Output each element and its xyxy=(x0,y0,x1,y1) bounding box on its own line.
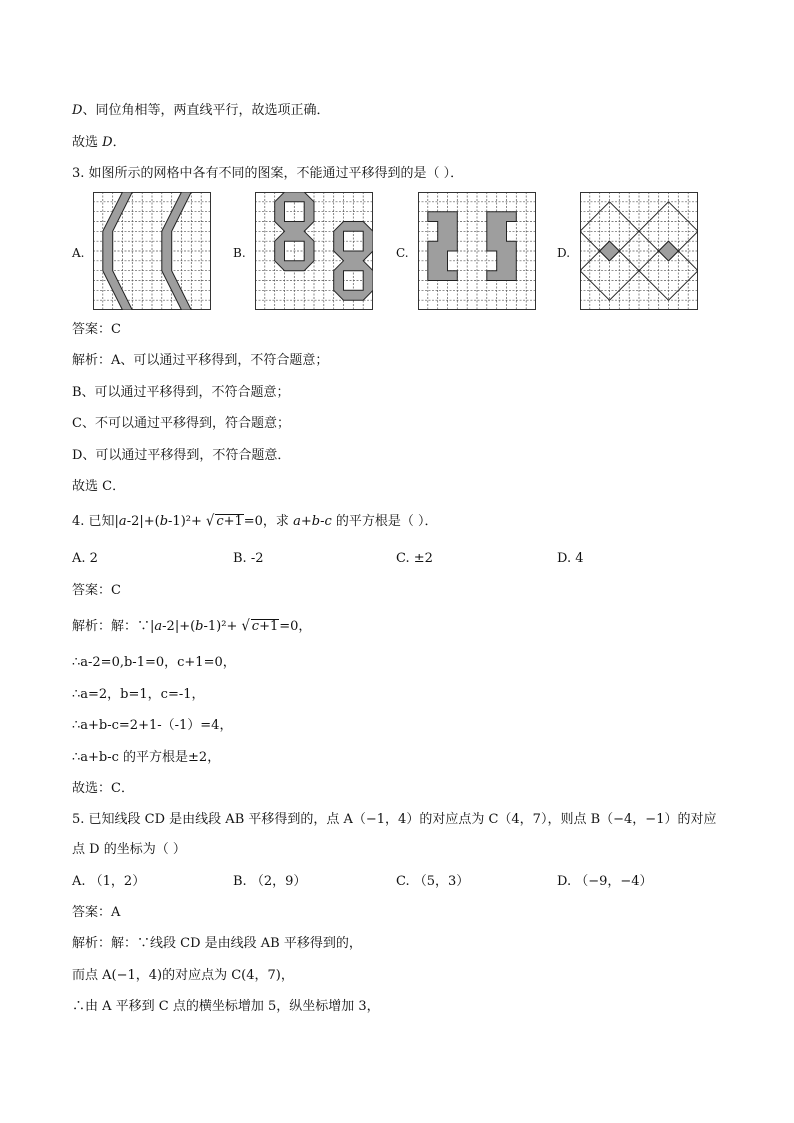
analysis-3-line-5: 故选 C． xyxy=(72,479,126,494)
figure-label-b: B. xyxy=(233,246,246,260)
sqrt-radicand: c+1 xyxy=(216,514,243,529)
question-3: 3. 如图所示的网格中各有不同的图案，不能通过平移得到的是（ ）． xyxy=(72,166,464,181)
answer-3: 答案：C xyxy=(72,322,121,337)
solution-4-line-5: ∴a+b-c 的平方根是±2， xyxy=(72,750,221,765)
q4-option-a: A. 2 xyxy=(72,551,98,566)
analysis-3-line-3: C、不可以通过平移得到，符合题意； xyxy=(72,416,290,431)
analysis-3-line-2: B、可以通过平移得到，不符合题意； xyxy=(72,385,290,400)
q5-option-c: C. （5，3） xyxy=(396,874,470,889)
figure-label-c: C. xyxy=(396,246,409,260)
figure-a-parallelogram-grid xyxy=(93,192,211,310)
figure-a-shape-2 xyxy=(162,192,192,310)
figure-c-two-five-grid xyxy=(418,192,536,310)
sqrt-symbol: √ xyxy=(206,512,215,531)
analysis-3-line-4: D、可以通过平移得到，不符合题意． xyxy=(72,448,291,463)
answer-5: 答案：A xyxy=(72,905,121,920)
analysis-5-line-3: ∴由 A 平移到 C 点的横坐标增加 5，纵坐标增加 3， xyxy=(72,999,380,1014)
figure-c-shape-5 xyxy=(487,212,517,281)
figure-c-shape-2 xyxy=(428,212,458,281)
solution-4-line-2: ∴a-2=0,b-1=0，c+1=0， xyxy=(72,655,236,670)
text-line-2: 故选 D． xyxy=(72,135,126,150)
analysis-3-line-1: 解析：A、可以通过平移得到，不符合题意； xyxy=(72,353,329,368)
q5-option-d: D. （−9，−4） xyxy=(557,874,653,889)
figure-b-eight-grid xyxy=(255,192,373,310)
answer-4: 答案：C xyxy=(72,583,121,598)
solution-4-line-3: ∴a=2，b=1，c=-1， xyxy=(72,687,205,702)
figure-label-d: D. xyxy=(557,246,571,260)
q4-option-c: C. ±2 xyxy=(396,551,433,566)
question-4: 4. 已知|a-2|+(b-1)²+ √ c+1=0，求 a+b-c 的平方根是（ ）． xyxy=(72,513,438,531)
figure-d-diamond-grid xyxy=(580,192,698,310)
solution-4-line-1: 解析：解：∵|a-2|+(b-1)²+ √ c+1=0， xyxy=(72,617,312,636)
text-line-1: D、同位角相等，两直线平行，故选项正确． xyxy=(72,103,330,118)
q4-option-b: B. -2 xyxy=(233,551,264,566)
q5-option-a: A. （1，2） xyxy=(72,874,146,889)
figure-d-filled-diamond-2 xyxy=(659,241,679,261)
solution-4-line-6: 故选：C． xyxy=(72,781,134,796)
question-5-line-1: 5. 已知线段 CD 是由线段 AB 平移得到的，点 A（−1，4）的对应点为 C（4，7），则点 B（−4，−1）的对应 xyxy=(72,812,717,827)
figure-d-filled-diamond-1 xyxy=(600,241,620,261)
q5-option-b: B. （2，9） xyxy=(233,874,307,889)
figure-label-a: A. xyxy=(72,246,85,260)
analysis-5-line-1: 解析：解：∵线段 CD 是由线段 AB 平移得到的， xyxy=(72,936,362,951)
solution-4-line-4: ∴a+b-c=2+1-（-1）=4， xyxy=(72,718,233,733)
q4-option-d: D. 4 xyxy=(557,551,584,566)
analysis-5-line-2: 而点 A(−1，4)的对应点为 C(4，7)， xyxy=(72,968,294,983)
question-5-line-2: 点 D 的坐标为（ ） xyxy=(72,842,186,857)
